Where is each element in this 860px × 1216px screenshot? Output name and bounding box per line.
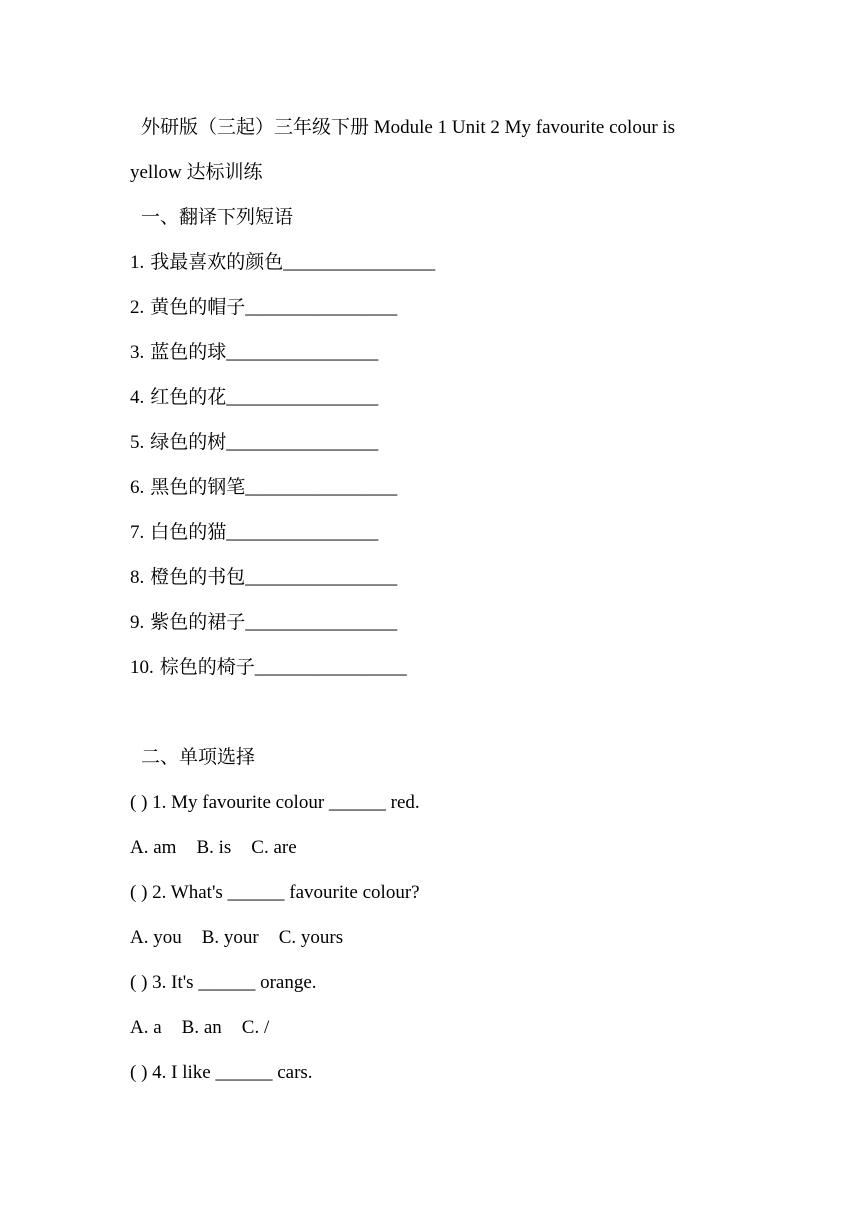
phrase-number: 2. — [130, 297, 145, 318]
answer-blank: ________________ — [226, 387, 379, 408]
phrase-number: 3. — [130, 342, 145, 363]
phrase-text: 绿色的树 — [150, 432, 227, 453]
phrase-text: 棕色的椅子 — [159, 657, 255, 678]
question-2-options — [130, 926, 343, 950]
question-2-stem: ( ) 2. What's ______ favourite colour? — [130, 882, 420, 903]
phrase-number: 10. — [130, 657, 154, 678]
option-a: A. am — [130, 837, 177, 858]
phrase-number: 6. — [130, 477, 145, 498]
document-title-line-2: yellow 达标训练 — [130, 162, 263, 183]
option-c: C. yours — [278, 927, 344, 948]
option-b: B. your — [201, 927, 259, 948]
phrase-item-8 — [130, 566, 397, 590]
phrase-item-7 — [130, 521, 378, 545]
document-title-line-1: 外研版（三起）三年级下册 Module 1 Unit 2 My favourite colour is — [141, 117, 676, 138]
phrase-item-4 — [130, 386, 378, 410]
section-2-heading: 二、单项选择 — [141, 747, 256, 768]
answer-blank: ________________ — [226, 342, 379, 363]
answer-blank: ________________ — [226, 522, 379, 543]
phrase-item-9 — [130, 611, 397, 635]
phrase-item-2 — [130, 296, 397, 320]
answer-blank: ________________ — [254, 657, 407, 678]
option-a: A. you — [130, 927, 182, 948]
option-b: B. is — [196, 837, 232, 858]
phrase-item-10 — [130, 656, 407, 680]
question-4-stem: ( ) 4. I like ______ cars. — [130, 1062, 313, 1083]
phrase-item-5 — [130, 431, 378, 455]
answer-blank: ________________ — [245, 477, 398, 498]
phrase-item-1 — [130, 251, 435, 275]
phrase-number: 7. — [130, 522, 145, 543]
section-1-heading: 一、翻译下列短语 — [141, 207, 294, 228]
question-3-stem: ( ) 3. It's ______ orange. — [130, 972, 317, 993]
option-b: B. an — [181, 1017, 222, 1038]
phrase-number: 1. — [130, 252, 145, 273]
question-3-options — [130, 1016, 269, 1040]
question-1-stem: ( ) 1. My favourite colour ______ red. — [130, 792, 420, 813]
option-c: C. are — [251, 837, 297, 858]
phrase-item-3 — [130, 341, 378, 365]
answer-blank: ________________ — [283, 252, 436, 273]
phrase-text: 红色的花 — [150, 387, 227, 408]
phrase-number: 9. — [130, 612, 145, 633]
answer-blank: ________________ — [245, 297, 398, 318]
phrase-number: 5. — [130, 432, 145, 453]
phrase-item-6 — [130, 476, 397, 500]
answer-blank: ________________ — [245, 567, 398, 588]
option-c: C. / — [241, 1017, 270, 1038]
option-a: A. a — [130, 1017, 162, 1038]
phrase-text: 黄色的帽子 — [150, 297, 246, 318]
phrase-number: 8. — [130, 567, 145, 588]
phrase-text: 我最喜欢的颜色 — [150, 252, 284, 273]
phrase-number: 4. — [130, 387, 145, 408]
phrase-text: 白色的猫 — [150, 522, 227, 543]
phrase-text: 黑色的钢笔 — [150, 477, 246, 498]
phrase-text: 橙色的书包 — [150, 567, 246, 588]
phrase-text: 紫色的裙子 — [150, 612, 246, 633]
answer-blank: ________________ — [226, 432, 379, 453]
phrase-text: 蓝色的球 — [150, 342, 227, 363]
answer-blank: ________________ — [245, 612, 398, 633]
question-1-options — [130, 836, 297, 860]
